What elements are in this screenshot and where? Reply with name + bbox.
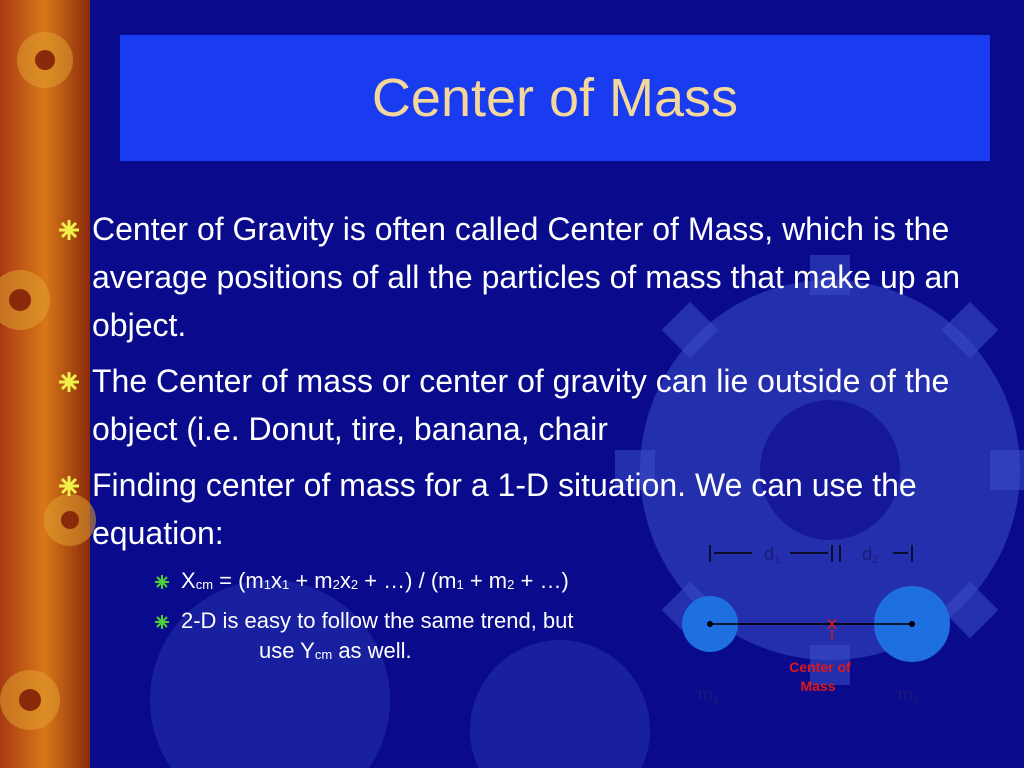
center-marker-icon	[828, 619, 836, 640]
slide-title: Center of Mass	[371, 68, 739, 128]
center-label-line2: Mass	[800, 678, 836, 694]
d1-label: d1	[764, 544, 781, 566]
d2-label: d2	[862, 544, 879, 566]
m2-label: $m_2$	[898, 684, 920, 707]
bullet-text: The Center of mass or center of gravity can lie outside of the object (i.e. Donut, tire, banana, chair	[92, 363, 950, 447]
mass-1-dot	[707, 621, 713, 627]
mass-2-dot	[909, 621, 915, 627]
equation-text: $X_{cm} = (m_1x_1 + m_2x_2$ + …) / ($m_1 + m_2$ + …)	[181, 568, 569, 593]
two-d-text-continued: use $Y_{cm}$ as well.	[259, 638, 412, 663]
bullet-text: Finding center of mass for a 1-D situation. We can use the equation:	[92, 467, 917, 551]
m1-label: $m_1$	[698, 684, 720, 707]
two-d-text: 2-D is easy to follow the same trend, but	[181, 608, 574, 633]
bullet-text: Center of Gravity is often called Center of Mass, which is the average positions of all the particles of mass that make up an object.	[92, 211, 961, 343]
center-label-line1: Center of	[789, 659, 851, 675]
